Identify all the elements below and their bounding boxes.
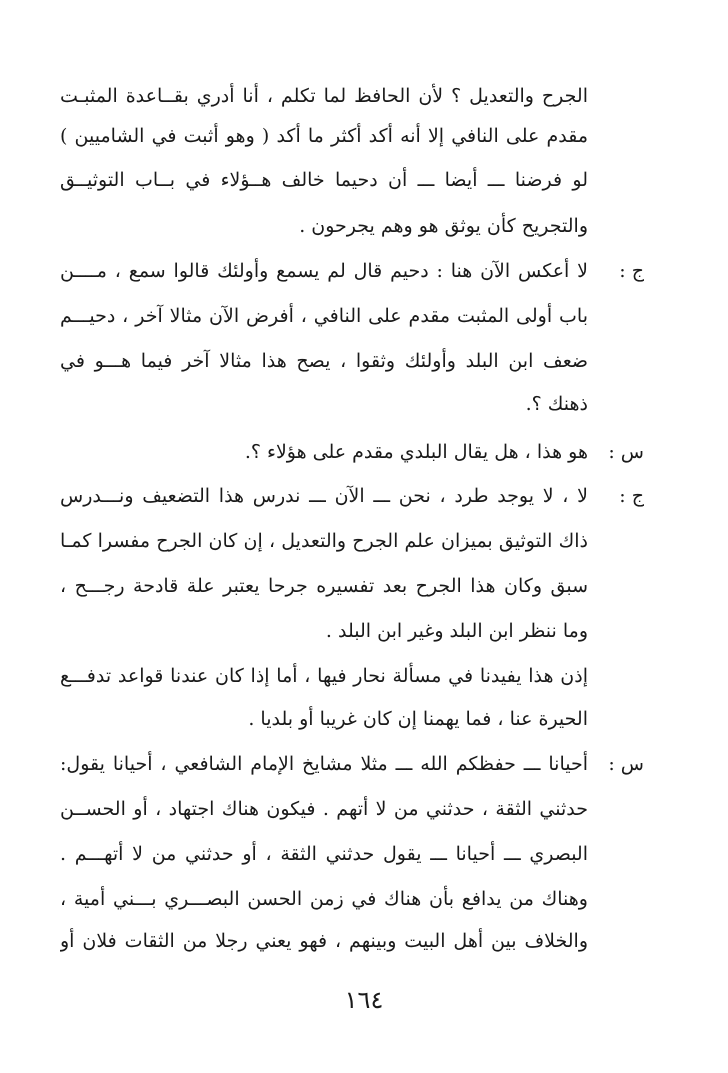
answer-label: ج : xyxy=(619,485,644,507)
text-line: وما ننظر ابن البلد وغير ابن البلد . xyxy=(325,620,588,642)
page-number: ١٦٤ xyxy=(344,986,384,1014)
text-line: والخلاف بين أهل البيت وبينهم ، فهو يعني رجلا من الثقات فلان أو xyxy=(60,930,588,952)
text-line: سبق وكان هذا الجرح بعد تفسيره جرحا يعتبر علة قادحة رجـــح ، xyxy=(60,575,588,597)
text-line: حدثني الثقة ، حدثني من لا أتهم . فيكون هناك اجتهاد ، أو الحســن xyxy=(60,798,588,820)
text-line: وهناك من يدافع بأن هناك في زمن الحسن البصـــري بـــني أمية ، xyxy=(60,888,588,910)
question-label: س : xyxy=(608,753,644,775)
text-line: والتجريح كأن يوثق هو وهم يجرحون . xyxy=(299,215,588,237)
text-line: هو هذا ، هل يقال البلدي مقدم على هؤلاء ؟. xyxy=(244,441,588,463)
text-line: ذاك التوثيق بميزان علم الجرح والتعديل ، إن كان الجرح مفسرا كمـا xyxy=(60,530,588,552)
text-line: أحيانا ـــ حفظكم الله ـــ مثلا مشايخ الإمام الشافعي ، أحيانا يقول: xyxy=(60,753,588,775)
text-line: إذن هذا يفيدنا في مسألة نحار فيها ، أما إذا كان عندنا قواعد تدفـــع xyxy=(60,665,588,687)
text-line: لا ، لا يوجد طرد ، نحن ـــ الآن ـــ ندرس هذا التضعيف ونـــدرس xyxy=(60,485,588,507)
text-line: الحيرة عنا ، فما يهمنا إن كان غريبا أو بلديا . xyxy=(248,708,588,730)
text-line: باب أولى المثبت مقدم على النافي ، أفرض الآن مثالا آخر ، دحيـــم xyxy=(60,305,588,327)
question-label: س : xyxy=(608,441,644,463)
text-line: البصري ـــ أحيانا ـــ يقول حدثني الثقة ، أو حدثني من لا أتهـــم . xyxy=(60,843,588,865)
text-line: الجرح والتعديل ؟ لأن الحافظ لما تكلم ، أنا أدري بقــاعدة المثبـت xyxy=(60,85,588,107)
text-line: لو فرضنا ـــ أيضا ـــ أن دحيما خالف هــؤلاء في بــاب التوثيــق xyxy=(60,169,588,191)
text-line: مقدم على النافي إلا أنه أكد أكثر ما أكد ( وهو أثبت في الشاميين ) xyxy=(60,125,588,147)
text-line: ذهنك ؟. xyxy=(525,393,588,415)
text-line: لا أعكس الآن هنا : دحيم قال لم يسمع وأولئك قالوا سمع ، مــــن xyxy=(60,260,588,282)
text-line: ضعف ابن البلد وأولئك وثقوا ، يصح هذا مثالا آخر فيما هـــو في xyxy=(60,350,588,372)
answer-label: ج : xyxy=(619,260,644,282)
